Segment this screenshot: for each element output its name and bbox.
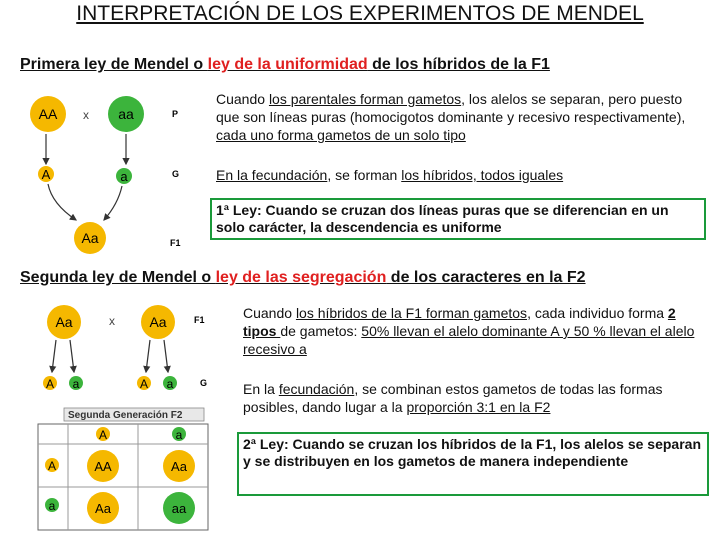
- underlined-text: los híbridos, todos iguales: [401, 167, 564, 183]
- gamete1-label: A: [41, 167, 51, 182]
- text: , cada individuo forma: [527, 305, 668, 321]
- cross-symbol: x: [109, 314, 115, 328]
- f1-parent1-label: Aa: [55, 314, 73, 330]
- gamete-label: a: [72, 377, 80, 391]
- text: En la: [243, 381, 279, 397]
- parent2-label: aa: [118, 106, 134, 122]
- gamete-label: A: [45, 377, 55, 391]
- generation-label-p: P: [172, 109, 179, 119]
- law2-statement-box: 2ª Ley: Cuando se cruzan los híbridos de la F1, los alelos se separan y se distribuyen en los gametos de manera independiente: [237, 432, 709, 496]
- f2-cross-diagram: [30, 298, 220, 534]
- f1-parent2-label: Aa: [149, 314, 167, 330]
- column-header-label: A: [98, 428, 108, 442]
- law1-heading-suffix: de los híbridos de la F1: [367, 56, 550, 73]
- text: de gametos:: [280, 323, 362, 339]
- law1-statement-box: 1ª Ley: Cuando se cruzan dos líneas puras que se diferencian en un solo carácter, la descendencia es uniforme: [210, 198, 706, 240]
- law2-heading-red: ley de las segregación: [215, 269, 387, 286]
- bold-underlined-text: 2 tipos: [243, 305, 676, 339]
- law2-heading: [20, 269, 586, 287]
- law1-heading: [20, 56, 550, 74]
- row-header-label: a: [48, 499, 56, 513]
- law1-heading-prefix: Primera ley de Mendel o: [20, 56, 208, 73]
- law2-heading-suffix: de los caracteres en la F2: [386, 269, 586, 286]
- underlined-text: 50% llevan el alelo dominante A y 50 % llevan el alelo recesivo a: [243, 323, 695, 357]
- column-header-label: a: [175, 428, 183, 442]
- punnett-cell: aa: [171, 501, 187, 516]
- punnett-cell: Aa: [171, 459, 187, 474]
- monohybrid-cross-diagram: [20, 84, 200, 254]
- underlined-text: fecundación: [278, 381, 355, 397]
- parent1-label: AA: [38, 106, 58, 122]
- text: , se combinan estos gametos de todas las formas posibles, dando lugar a la: [243, 381, 663, 415]
- offspring-label: Aa: [81, 230, 99, 246]
- law1-paragraph1: [216, 90, 706, 144]
- punnett-cell: AA: [94, 459, 112, 474]
- underlined-text: cada uno forma gametos de un solo tipo: [216, 127, 466, 143]
- cross-symbol: x: [83, 108, 89, 122]
- law1-heading-red: ley de la uniformidad: [207, 56, 368, 73]
- underlined-text: En la fecundación: [216, 167, 328, 183]
- punnett-cell: Aa: [95, 501, 111, 516]
- law1-paragraph2: [216, 166, 706, 184]
- text: Cuando: [243, 305, 296, 321]
- underlined-text: proporción 3:1 en la F2: [406, 399, 551, 415]
- underlined-text: los parentales forman gametos: [268, 91, 462, 107]
- generation-label-g: G: [200, 378, 208, 388]
- generation-label-f1: F1: [194, 315, 205, 325]
- gamete-label: a: [166, 377, 174, 391]
- page-title: INTERPRETACIÓN DE LOS EXPERIMENTOS DE MENDEL: [76, 2, 644, 25]
- text: Cuando: [216, 91, 269, 107]
- law2-paragraph1: [243, 304, 709, 358]
- generation-label-g: G: [172, 169, 180, 179]
- text: , los alelos se separan, pero puesto que son líneas puras (homocigotos dominante y recesivo respectivamente),: [216, 91, 686, 125]
- punnett-title: Segunda Generación F2: [68, 410, 183, 421]
- row-header-label: A: [47, 459, 57, 473]
- generation-label-f1: F1: [170, 238, 181, 248]
- text: , se forman: [327, 167, 402, 183]
- underlined-text: los híbridos de la F1 forman gametos: [295, 305, 528, 321]
- gamete2-label: a: [120, 169, 128, 184]
- law2-heading-prefix: Segunda ley de Mendel o: [20, 269, 216, 286]
- law2-paragraph2: [243, 380, 709, 416]
- gamete-label: A: [139, 377, 149, 391]
